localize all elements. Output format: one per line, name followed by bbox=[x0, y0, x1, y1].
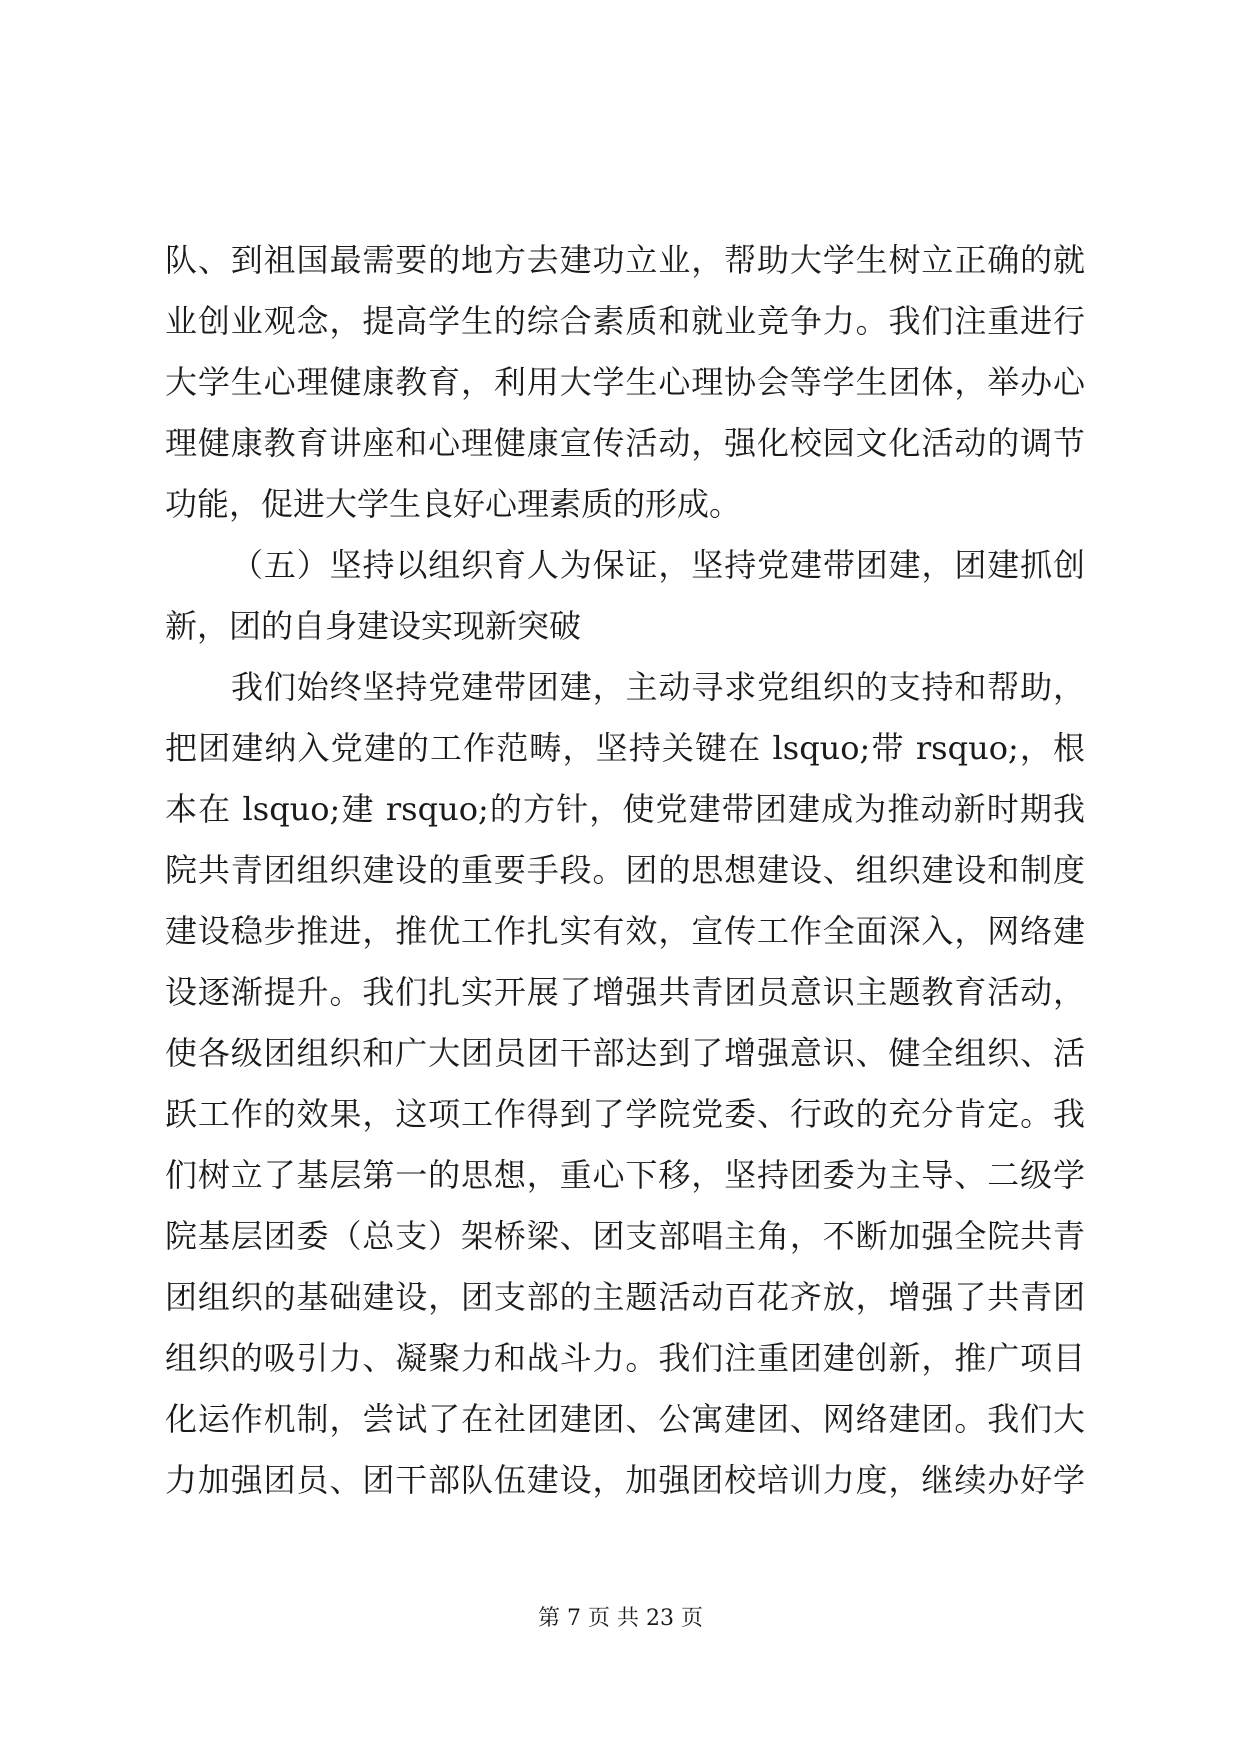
text-line: 建设稳步推进，推优工作扎实有效，宣传工作全面深入，网络建 bbox=[165, 912, 1085, 950]
text-line: 力加强团员、团干部队伍建设，加强团校培训力度，继续办好学 bbox=[165, 1461, 1085, 1499]
section-heading-line: 新，团的自身建设实现新突破 bbox=[165, 607, 582, 645]
text-line: 队、到祖国最需要的地方去建功立业，帮助大学生树立正确的就 bbox=[165, 241, 1085, 279]
text-line: 本在 lsquo;建 rsquo;的方针，使党建带团建成为推动新时期我 bbox=[165, 790, 1085, 828]
section-heading-line: （五）坚持以组织育人为保证，坚持党建带团建，团建抓创 bbox=[231, 546, 1085, 584]
text-line: 设逐渐提升。我们扎实开展了增强共青团员意识主题教育活动， bbox=[165, 973, 1085, 1011]
text-line: 们树立了基层第一的思想，重心下移，坚持团委为主导、二级学 bbox=[165, 1156, 1085, 1194]
text-line: 组织的吸引力、凝聚力和战斗力。我们注重团建创新，推广项目 bbox=[165, 1339, 1085, 1377]
text-line: 团组织的基础建设，团支部的主题活动百花齐放，增强了共青团 bbox=[165, 1278, 1085, 1316]
text-line: 院共青团组织建设的重要手段。团的思想建设、组织建设和制度 bbox=[165, 851, 1085, 889]
text-line: 大学生心理健康教育，利用大学生心理协会等学生团体，举办心 bbox=[165, 363, 1085, 401]
text-line: 使各级团组织和广大团员团干部达到了增强意识、健全组织、活 bbox=[165, 1034, 1085, 1072]
text-line: 院基层团委（总支）架桥梁、团支部唱主角，不断加强全院共青 bbox=[165, 1217, 1085, 1255]
text-line: 理健康教育讲座和心理健康宣传活动，强化校园文化活动的调节 bbox=[165, 424, 1085, 462]
text-line: 我们始终坚持党建带团建，主动寻求党组织的支持和帮助， bbox=[231, 668, 1085, 706]
text-line: 功能，促进大学生良好心理素质的形成。 bbox=[165, 485, 742, 523]
text-line: 跃工作的效果，这项工作得到了学院党委、行政的充分肯定。我 bbox=[165, 1095, 1085, 1133]
text-line: 业创业观念，提高学生的综合素质和就业竞争力。我们注重进行 bbox=[165, 302, 1085, 340]
document-body bbox=[165, 230, 1085, 1511]
text-line: 把团建纳入党建的工作范畴，坚持关键在 lsquo;带 rsquo;，根 bbox=[165, 729, 1085, 767]
text-line: 化运作机制，尝试了在社团建团、公寓建团、网络建团。我们大 bbox=[165, 1400, 1085, 1438]
page-number-footer: 第 7 页 共 23 页 bbox=[538, 1606, 703, 1631]
